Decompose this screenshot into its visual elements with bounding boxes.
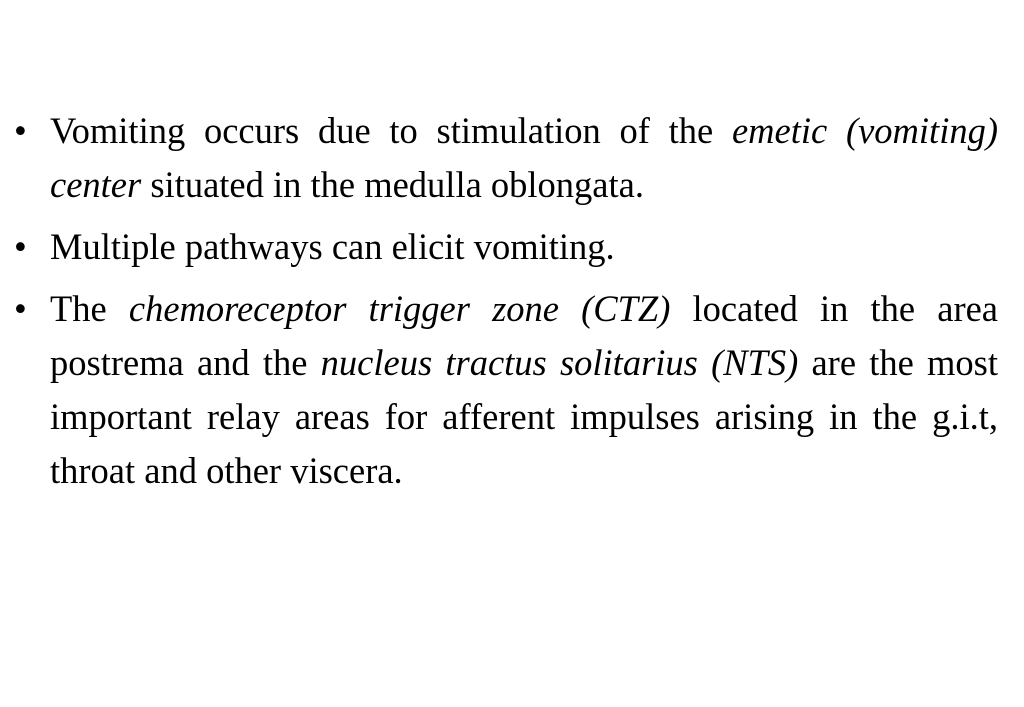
bullet-text: located in the area postrema and the	[50, 288, 999, 383]
emphasis-text: emetic (vomiting) center	[50, 110, 998, 205]
bullet-list	[14, 104, 998, 506]
bullet-text: Multiple pathways can elicit vomiting.	[50, 226, 615, 267]
bullet-item-pathways	[14, 220, 998, 274]
bullet-item-ctz-nts	[14, 282, 998, 498]
bullet-icon: •	[14, 110, 27, 151]
bullet-text: Vomiting occurs due to stimulation of the	[50, 110, 732, 151]
emphasis-text: chemoreceptor trigger zone (CTZ)	[128, 288, 671, 329]
emphasis-text: nucleus tractus solitarius (NTS)	[320, 342, 799, 383]
bullet-text: The	[50, 288, 129, 329]
bullet-icon: •	[14, 288, 27, 329]
bullet-text: are the most important relay areas for afferent impulses arising in the g.i.t, throat and other viscera.	[50, 342, 998, 491]
bullet-item-emetic-center	[14, 104, 998, 212]
bullet-icon: •	[14, 226, 27, 267]
bullet-text: situated in the medulla oblongata.	[141, 164, 644, 205]
